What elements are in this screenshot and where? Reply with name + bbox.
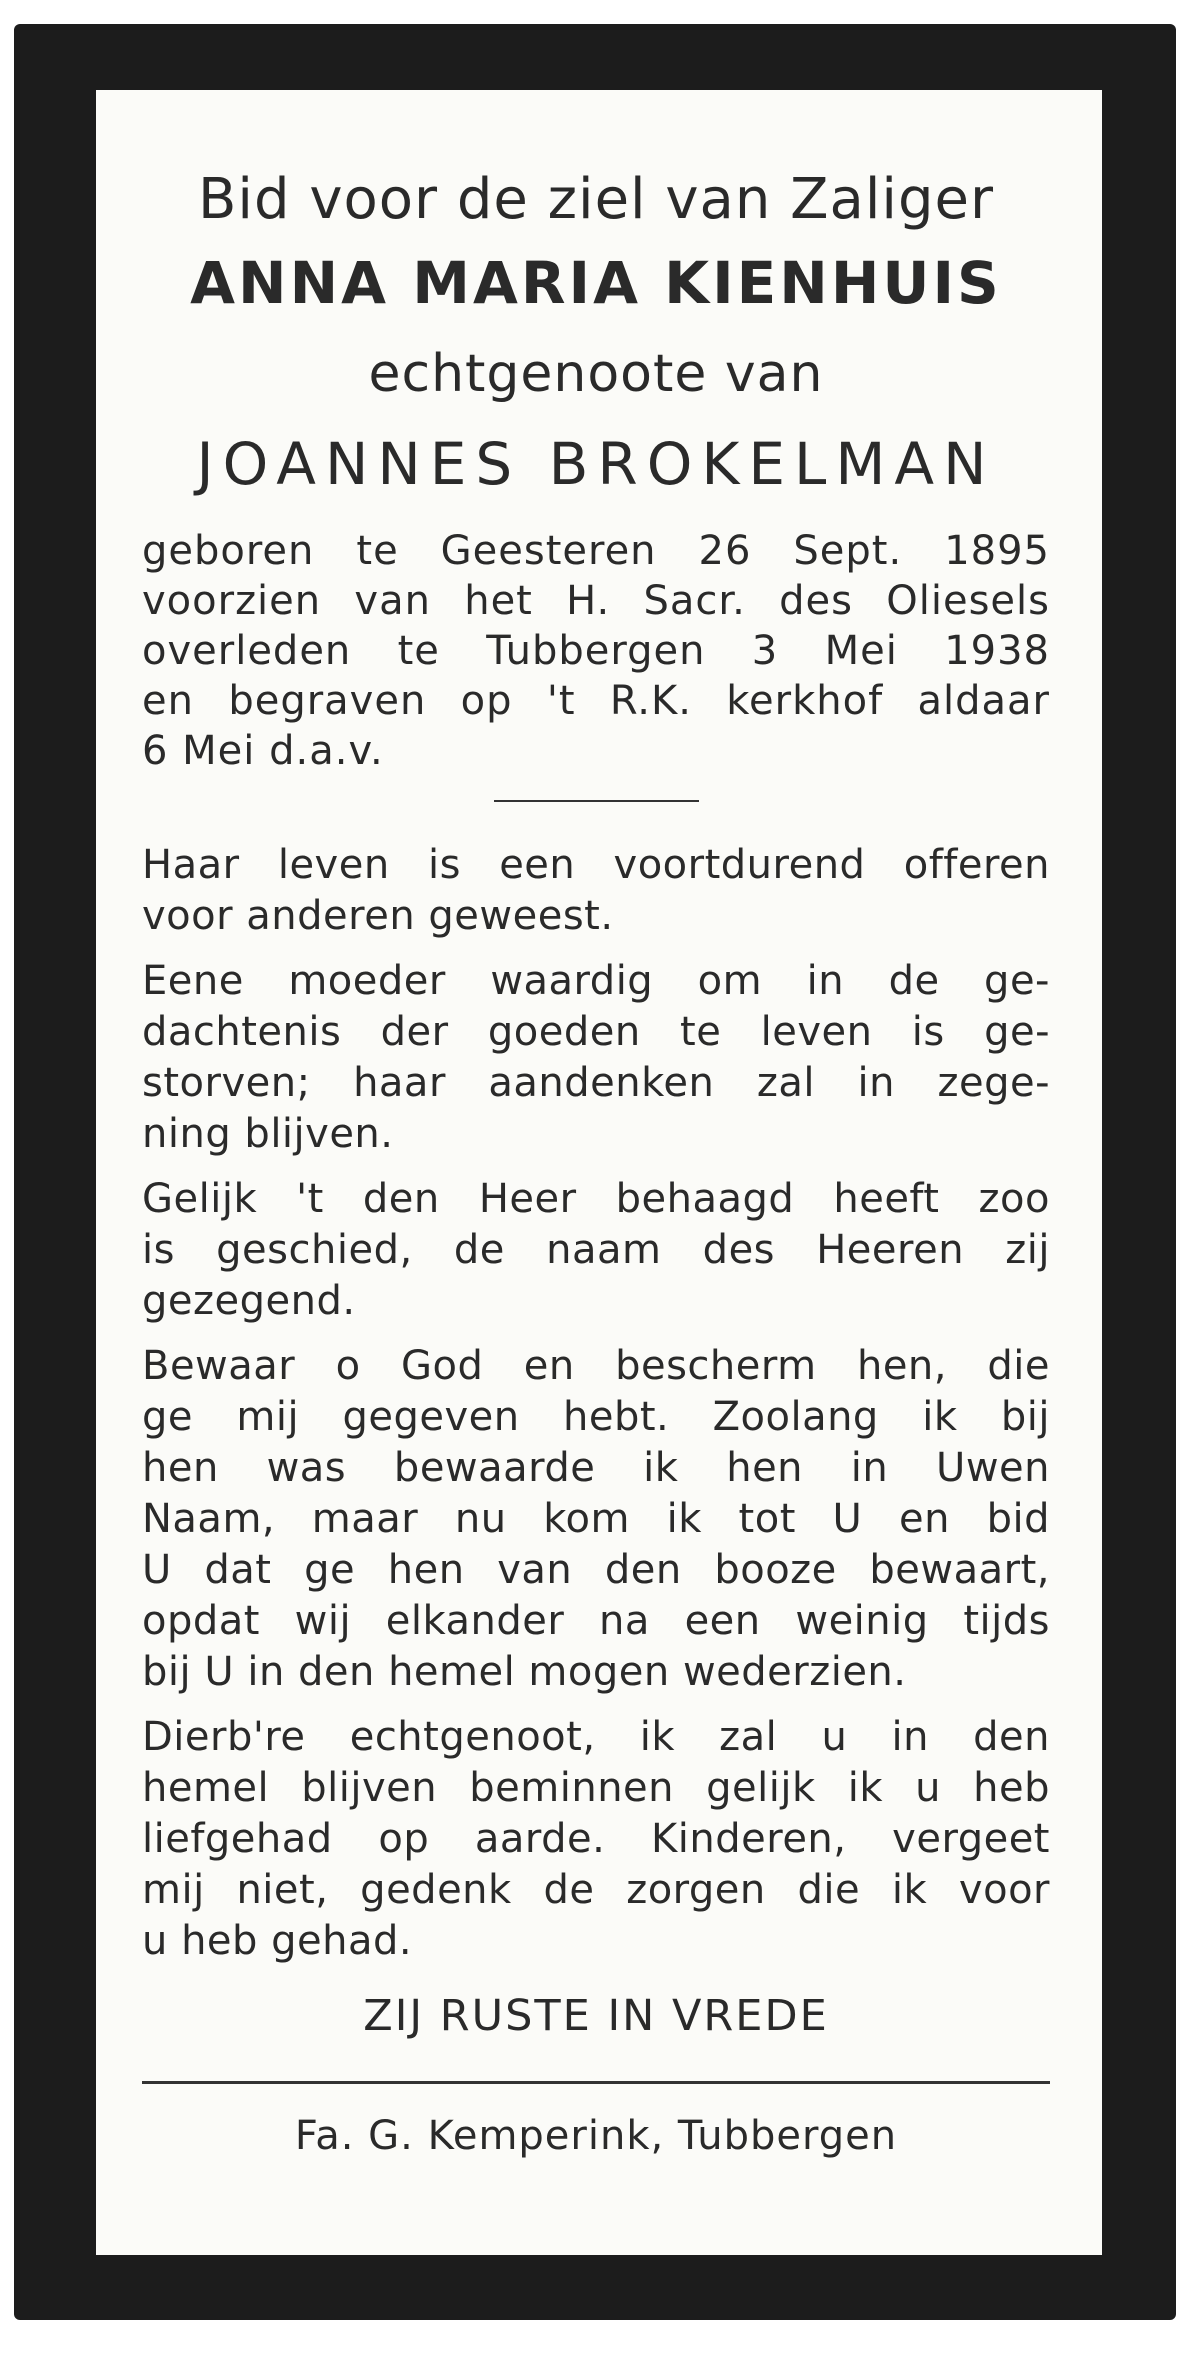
burial-line: en begraven op 't R.K. kerkhof aldaar — [142, 678, 1050, 724]
text-line: voor anderen geweest. — [142, 893, 614, 939]
text-line: U dat ge hen van den booze bewaart, — [142, 1547, 1050, 1593]
birth-line: geboren te Geesteren 26 Sept. 1895 — [142, 528, 1050, 574]
burial-date-line: 6 Mei d.a.v. — [142, 728, 384, 774]
text-line: is geschied, de naam des Heeren zij — [142, 1227, 1050, 1273]
paragraph-4 — [142, 1341, 1050, 1698]
paragraph-5 — [142, 1712, 1050, 1967]
closing-line: ZIJ RUSTE IN VREDE — [363, 1991, 829, 2041]
paragraph-2 — [142, 956, 1050, 1160]
opening-line: Bid voor de ziel van Zaliger — [198, 167, 994, 232]
text-line: Eene moeder waardig om in de ge- — [142, 958, 1050, 1004]
text-line: hen was bewaarde ik hen in Uwen — [142, 1445, 1050, 1491]
death-line: overleden te Tubbergen 3 Mei 1938 — [142, 628, 1050, 674]
text-line: storven; haar aandenken zal in zege- — [142, 1060, 1050, 1106]
text-line: Gelijk 't den Heer behaagd heeft zoo — [142, 1176, 1050, 1222]
text-line: Naam, maar nu kom ik tot U en bid — [142, 1496, 1050, 1542]
deceased-name: ANNA MARIA KIENHUIS — [190, 249, 1002, 317]
paragraph-1 — [142, 840, 1050, 942]
text-line: u heb gehad. — [142, 1918, 413, 1964]
memorial-card — [96, 90, 1102, 2255]
text-line: hemel blijven beminnen gelijk ik u heb — [142, 1765, 1050, 1811]
spouse-name: JOANNES BROKELMAN — [196, 430, 996, 498]
text-line: bij U in den hemel mogen wederzien. — [142, 1649, 907, 1695]
text-line: Dierb're echtgenoot, ik zal u in den — [142, 1714, 1050, 1760]
long-divider — [142, 2081, 1050, 2084]
short-divider — [494, 800, 699, 802]
text-line: Haar leven is een voortdurend offeren — [142, 842, 1050, 888]
text-line: ning blijven. — [142, 1111, 394, 1157]
text-line: dachtenis der goeden te leven is ge- — [142, 1009, 1050, 1055]
spouse-of-line: echtgenoote van — [368, 344, 824, 404]
life-facts — [142, 526, 1050, 776]
text-line: opdat wij elkander na een weinig tijds — [142, 1598, 1050, 1644]
text-line: liefgehad op aarde. Kinderen, vergeet — [142, 1816, 1050, 1862]
text-line: Bewaar o God en bescherm hen, die — [142, 1343, 1050, 1389]
paragraph-3 — [142, 1174, 1050, 1327]
printer-credit: Fa. G. Kemperink, Tubbergen — [294, 2113, 898, 2159]
text-line: mij niet, gedenk de zorgen die ik voor — [142, 1867, 1050, 1913]
text-line: ge mij gegeven hebt. Zoolang ik bij — [142, 1394, 1050, 1440]
sacrament-line: voorzien van het H. Sacr. des Oliesels — [142, 578, 1050, 624]
text-line: gezegend. — [142, 1278, 356, 1324]
